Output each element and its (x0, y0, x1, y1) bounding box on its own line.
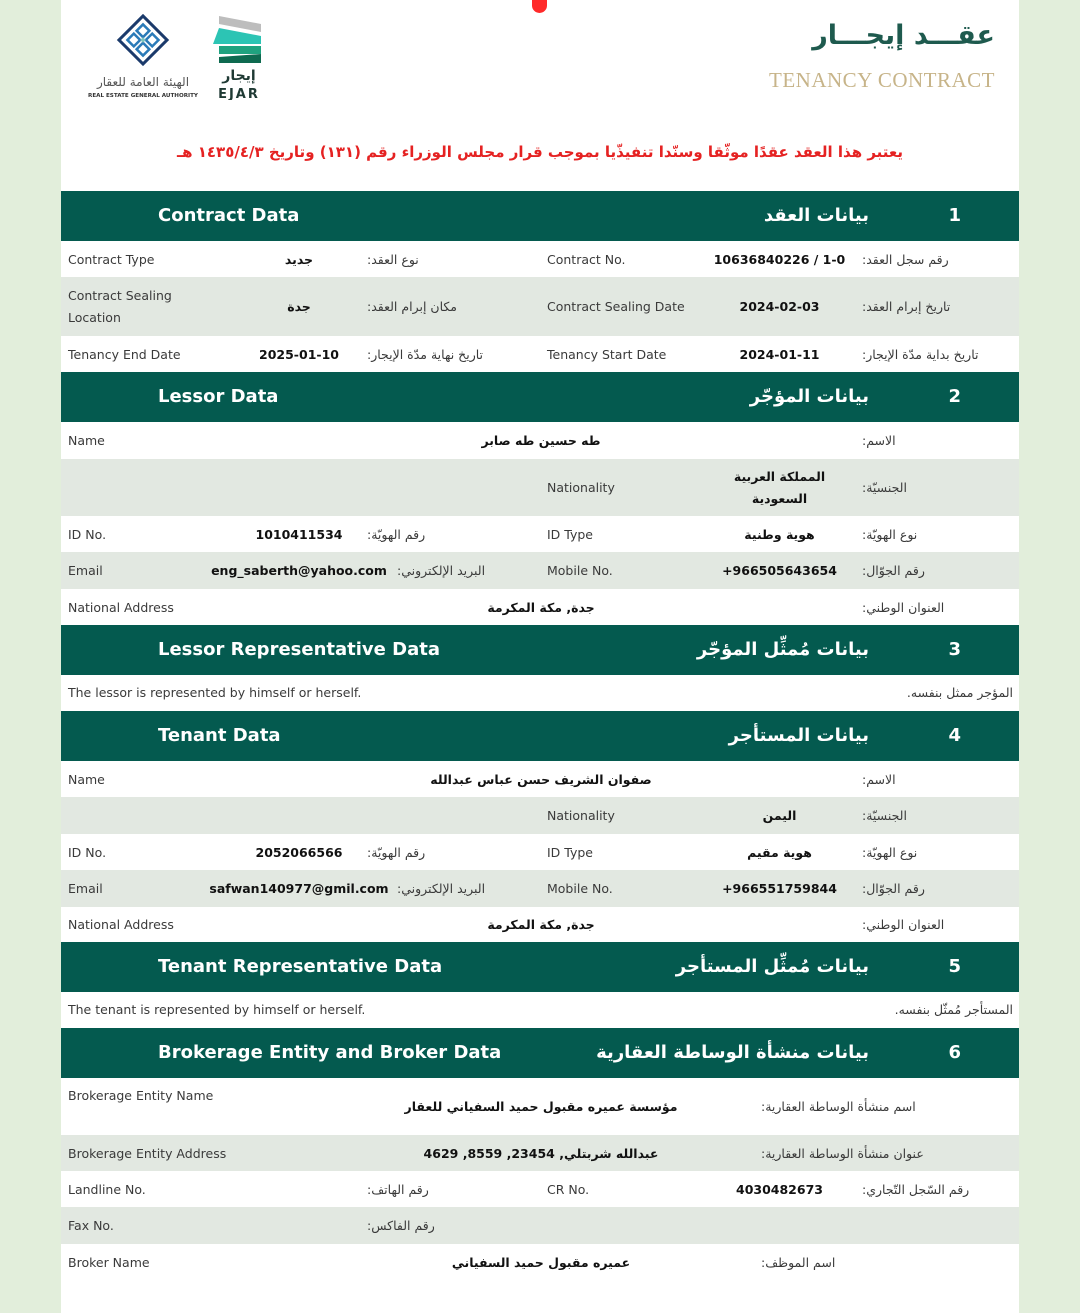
section-number: 3 (948, 639, 961, 660)
decree-notice: يعتبر هذا العقد عقدًا موثّقا وسنّدا تنفيذّيا بموجب قرار مجلس الوزراء رقم (١٣١) وتاريخ ١٤٣٥/٤/٣ هـ (176, 143, 903, 161)
note-en: The tenant is represented by himself or herself. (68, 1002, 366, 1017)
label-ar: البريد الإلكتروني: (397, 563, 486, 578)
label-ar: تاريخ إبرام العقد: (862, 299, 951, 314)
label-ar: الاسم: (862, 433, 896, 448)
label-ar: اسم منشأة الوساطة العقارية: (761, 1099, 916, 1114)
label-ar: نوع العقد: (367, 251, 419, 267)
label-ar: العنوان الوطني: (862, 599, 945, 615)
section-title-en: Tenant Representative Data (158, 956, 443, 977)
label-en: Contract Sealing Location (68, 287, 172, 325)
ejar-logo-en: EJAR (218, 87, 260, 100)
value-lessor-nationality: المملكة العربية السعودية (733, 468, 826, 506)
section-header-contract (61, 191, 1019, 241)
label-en: Broker Name (68, 1254, 150, 1270)
value-landline (231, 1171, 367, 1207)
value-lessor-address: جدة, مكة المكرمة (487, 599, 595, 615)
section-number: 4 (948, 725, 961, 746)
label-ar: اسم الموظف: (761, 1254, 836, 1270)
row-tenancy-dates (61, 336, 1019, 372)
section-title-ar: بيانات المؤجّر (749, 386, 869, 407)
section-header-brokerage (61, 1028, 1019, 1078)
row-tenant-address (61, 907, 1019, 942)
section-number: 6 (948, 1042, 961, 1063)
label-ar: مكان إبرام العقد: (367, 299, 458, 314)
section-header-lessor (61, 372, 1019, 422)
row-sealing (61, 277, 1019, 336)
row-tenant-nationality (61, 797, 1019, 834)
ejar-logo (211, 14, 263, 100)
label-en: Contract Sealing Date (547, 299, 685, 314)
value-tenant-id-no: 2052066566 (255, 844, 343, 860)
value-start-date: 2024-01-11 (739, 346, 820, 362)
value-tenant-name: صفوان الشريف حسن عباس عبدالله (430, 771, 652, 787)
section-header-tenant-rep (61, 942, 1019, 992)
label-en: Fax No. (68, 1218, 114, 1233)
section-number: 2 (948, 386, 961, 407)
row-tenant-contact (61, 870, 1019, 907)
label-ar: عنوان منشأة الوساطة العقارية: (761, 1145, 924, 1161)
label-ar: رقم الفاكس: (367, 1218, 435, 1233)
section-title-ar: بيانات مُمثِّل المستأجر (675, 956, 869, 977)
label-en: Contract No. (547, 251, 626, 267)
title-english: TENANCY CONTRACT (769, 68, 995, 92)
value-sealing-date: 2024-02-03 (739, 299, 820, 314)
row-brokerage-landline-cr (61, 1171, 1019, 1207)
red-marker (532, 0, 547, 13)
ejar-logo-ar: إيجار (222, 68, 256, 84)
label-en: ID No. (68, 844, 107, 860)
label-en: CR No. (547, 1181, 590, 1197)
label-en: Landline No. (68, 1181, 146, 1197)
label-ar: رقم الجوّال: (862, 563, 925, 578)
value-lessor-id-type: هوية وطنية (744, 526, 815, 542)
section-title-ar: بيانات المستأجر (728, 725, 869, 746)
label-ar: رقم الهاتف: (367, 1181, 429, 1197)
section-title-ar: بيانات العقد (763, 205, 869, 226)
note-en: The lessor is represented by himself or herself. (68, 685, 362, 700)
label-ar: الاسم: (862, 771, 896, 787)
label-ar: رقم سجل العقد: (862, 251, 949, 267)
label-ar: رقم الجوّال: (862, 881, 925, 896)
contract-page (61, 0, 1019, 1313)
label-en: Email (68, 881, 103, 896)
row-brokerage-fax (61, 1207, 1019, 1244)
label-en: Name (68, 433, 105, 448)
value-contract-type: جديد (284, 251, 314, 267)
row-lessor-name (61, 422, 1019, 459)
label-ar: رقم الهويّة: (367, 526, 426, 542)
label-en: ID Type (547, 526, 593, 542)
label-en: Email (68, 563, 103, 578)
section-title-en: Tenant Data (158, 725, 281, 746)
row-tenant-id (61, 834, 1019, 870)
section-title-ar: بيانات منشأة الوساطة العقارية (596, 1042, 869, 1063)
label-en: Mobile No. (547, 881, 613, 896)
label-en: Nationality (547, 480, 615, 495)
row-brokerage-name (61, 1078, 1019, 1135)
row-lessor-address (61, 589, 1019, 625)
label-ar: العنوان الوطني: (862, 917, 945, 932)
section-number: 1 (948, 205, 961, 226)
section-number: 5 (948, 956, 961, 977)
label-ar: رقم السّجل التّجاري: (862, 1181, 970, 1197)
value-broker-name: عميره مقبول حميد السفياني (451, 1254, 631, 1270)
section-title-en: Brokerage Entity and Broker Data (158, 1042, 502, 1063)
row-lessor-contact (61, 552, 1019, 589)
label-ar: نوع الهويّة: (862, 844, 918, 860)
title-arabic: عقـــد إيجـــار (812, 20, 995, 51)
label-en: National Address (68, 599, 174, 615)
tenant-rep-note (61, 992, 1019, 1028)
note-ar: المستأجر مُمثّل بنفسه. (894, 1002, 1013, 1017)
row-tenant-name (61, 761, 1019, 797)
value-entity-address: عبدالله شربتلي, 23454, 8559, 4629 (423, 1145, 659, 1161)
value-contract-no: 10636840226 / 1-0 (713, 251, 846, 267)
row-broker-name (61, 1244, 1019, 1313)
label-en: Tenancy Start Date (547, 346, 667, 362)
value-end-date: 2025-01-10 (259, 346, 339, 362)
value-lessor-name: طه حسين طه صابر (481, 433, 601, 448)
label-en: Brokerage Entity Address (68, 1145, 227, 1161)
label-ar: الجنسيّة: (862, 480, 907, 495)
section-header-tenant (61, 711, 1019, 761)
label-en: ID Type (547, 844, 593, 860)
section-title-en: Lessor Data (158, 386, 279, 407)
value-entity-name: مؤسسة عميره مقبول حميد السفياني للعقار (404, 1099, 678, 1114)
label-ar: البريد الإلكتروني: (397, 881, 486, 896)
value-cr-no: 4030482673 (736, 1181, 823, 1197)
label-ar: تاريخ نهاية مدّة الإيجار: (367, 346, 484, 362)
label-en: Mobile No. (547, 563, 613, 578)
label-ar: نوع الهويّة: (862, 526, 918, 542)
value-fax (231, 1207, 367, 1244)
label-en: Nationality (547, 808, 615, 823)
lessor-rep-note (61, 675, 1019, 711)
rega-logo-en: REAL ESTATE GENERAL AUTHORITY (88, 93, 198, 99)
row-brokerage-address (61, 1135, 1019, 1171)
value-tenant-email: safwan140977@gmil.com (209, 881, 389, 896)
label-en: ID No. (68, 526, 107, 542)
label-ar: تاريخ بداية مدّة الإيجار: (862, 346, 979, 362)
row-lessor-id (61, 516, 1019, 552)
value-tenant-address: جدة, مكة المكرمة (487, 917, 595, 932)
value-tenant-mobile: +966551759844 (722, 881, 837, 896)
row-lessor-nationality (61, 459, 1019, 516)
section-title-ar: بيانات مُمثِّل المؤجّر (696, 639, 869, 660)
label-en: Brokerage Entity Name (68, 1088, 214, 1103)
label-ar: الجنسيّة: (862, 808, 907, 823)
section-header-lessor-rep (61, 625, 1019, 675)
value-lessor-mobile: +966505643654 (722, 563, 837, 578)
label-en: Contract Type (68, 251, 155, 267)
rega-logo-ar: الهيئة العامة للعقار (96, 75, 190, 89)
section-title-en: Lessor Representative Data (158, 639, 440, 660)
label-ar: رقم الهويّة: (367, 844, 426, 860)
row-contract-no-type (61, 241, 1019, 277)
note-ar: المؤجر ممثل بنفسه. (906, 685, 1013, 700)
value-tenant-id-type: هوية مقيم (747, 844, 812, 860)
value-lessor-email: eng_saberth@yahoo.com (211, 563, 387, 578)
rega-logo (81, 14, 206, 100)
value-lessor-id-no: 1010411534 (255, 526, 343, 542)
section-title-en: Contract Data (158, 205, 300, 226)
value-sealing-location: جدة (287, 299, 311, 314)
label-en: Name (68, 771, 105, 787)
label-en: Tenancy End Date (68, 346, 181, 362)
value-tenant-nationality: اليمن (762, 808, 797, 823)
label-en: National Address (68, 917, 174, 932)
